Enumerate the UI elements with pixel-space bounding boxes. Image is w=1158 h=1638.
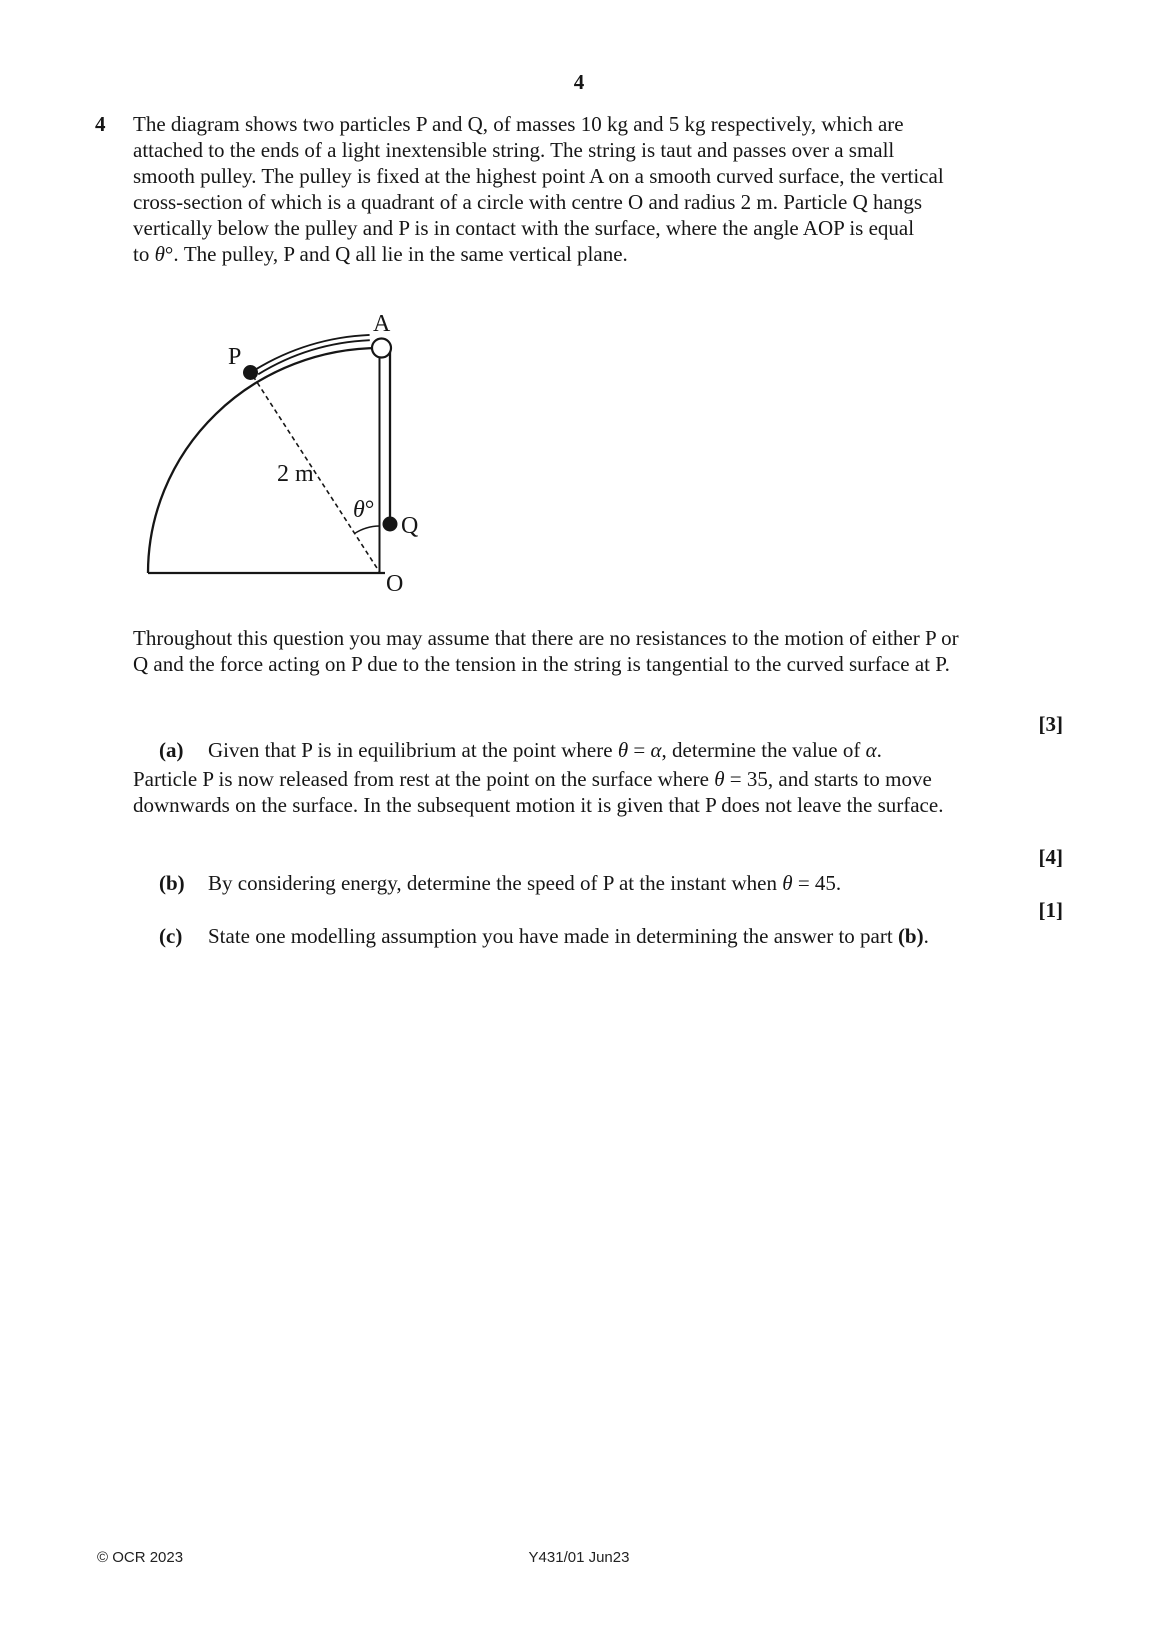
part-text: [208, 924, 929, 948]
string-arc-outer: [255, 335, 369, 370]
question-intro-paragraph: [133, 111, 944, 267]
text-segment: Particle P is now released from rest at the point on the surface where: [133, 767, 715, 791]
part-marks: [4]: [1038, 845, 1063, 869]
text-segment: attached to the ends of a light inextensible string. The string is taut and passes over a small: [133, 138, 895, 162]
text-line: [133, 215, 944, 241]
label-angle-theta: θ: [353, 497, 365, 523]
dashed-op-line: [253, 376, 380, 572]
label-a: A: [373, 311, 391, 337]
text-line: [133, 792, 943, 818]
quadrant-pulley-diagram: [130, 298, 450, 603]
text-segment: (b): [897, 924, 924, 948]
text-segment: By considering energy, determine the speed of P at the instant when: [208, 871, 783, 895]
page-number: 4: [573, 70, 585, 94]
text-line: [133, 241, 944, 267]
label-radius: 2 m: [277, 461, 314, 487]
text-segment: Given that P is in equilibrium at the point where: [208, 738, 618, 762]
part-text: [208, 871, 841, 895]
text-line: [133, 651, 959, 677]
text-segment: , determine the value of: [661, 738, 866, 762]
footer-copyright: © OCR 2023: [97, 1549, 184, 1566]
assumption-paragraph: [133, 625, 959, 677]
question-number: 4: [95, 112, 106, 136]
label-angle: [353, 497, 374, 523]
text-line: [133, 163, 944, 189]
text-segment: θ: [154, 242, 165, 266]
particle-q-dot: [383, 517, 398, 532]
text-segment: = 35, and starts to move: [724, 767, 932, 791]
released-paragraph: [133, 766, 943, 818]
question-part-row: [138, 844, 1063, 895]
text-segment: Throughout this question you may assume that there are no resistances to the motion of either P or: [133, 626, 959, 650]
label-q: Q: [401, 513, 419, 539]
text-segment: θ: [782, 871, 793, 895]
part-text: [208, 738, 882, 762]
part-marks: [3]: [1038, 712, 1063, 736]
text-line: [133, 137, 944, 163]
particle-p-dot: [243, 365, 258, 380]
text-segment: vertically below the pulley and P is in contact with the surface, where the angle AOP is equal: [133, 216, 915, 240]
text-segment: State one modelling assumption you have made in determining the answer to part: [208, 924, 898, 948]
text-line: [133, 766, 943, 792]
pulley-circle: [372, 339, 391, 358]
text-segment: cross-section of which is a quadrant of a circle with centre O and radius 2 m. Particle Q hangs: [133, 190, 922, 214]
question-part-row: [138, 897, 1063, 948]
part-label: (c): [159, 924, 183, 948]
label-angle-degree: °: [364, 497, 375, 523]
text-segment: to: [133, 242, 155, 266]
text-segment: smooth pulley. The pulley is fixed at the highest point A on a smooth curved surface, the vertical: [133, 164, 944, 188]
angle-arc: [354, 526, 379, 534]
text-segment: .: [923, 924, 929, 948]
text-line: [133, 111, 944, 137]
label-o: O: [386, 571, 404, 597]
text-segment: .: [876, 738, 882, 762]
quadrant-arc-surface: [148, 348, 380, 573]
part-label: (a): [159, 738, 184, 762]
text-segment: downwards on the surface. In the subsequent motion it is given that P does not leave the surface.: [133, 793, 944, 817]
footer-paper-code: Y431/01 Jun23: [528, 1549, 630, 1566]
text-segment: = 45.: [792, 871, 842, 895]
part-label: (b): [159, 871, 185, 895]
text-segment: θ: [714, 767, 725, 791]
text-segment: °. The pulley, P and Q all lie in the same vertical plane.: [164, 242, 628, 266]
text-line: [133, 625, 959, 651]
text-segment: α: [650, 738, 662, 762]
label-p: P: [228, 344, 242, 370]
text-segment: Q and the force acting on P due to the tension in the string is tangential to the curved surface at P.: [133, 652, 950, 676]
text-segment: =: [628, 738, 651, 762]
text-line: [133, 189, 944, 215]
part-marks: [1]: [1038, 898, 1063, 922]
question-part-row: [138, 711, 1063, 762]
text-segment: θ: [617, 738, 629, 762]
text-segment: α: [865, 738, 877, 762]
text-segment: The diagram shows two particles P and Q, of masses 10 kg and 5 kg respectively, which are: [133, 112, 904, 136]
